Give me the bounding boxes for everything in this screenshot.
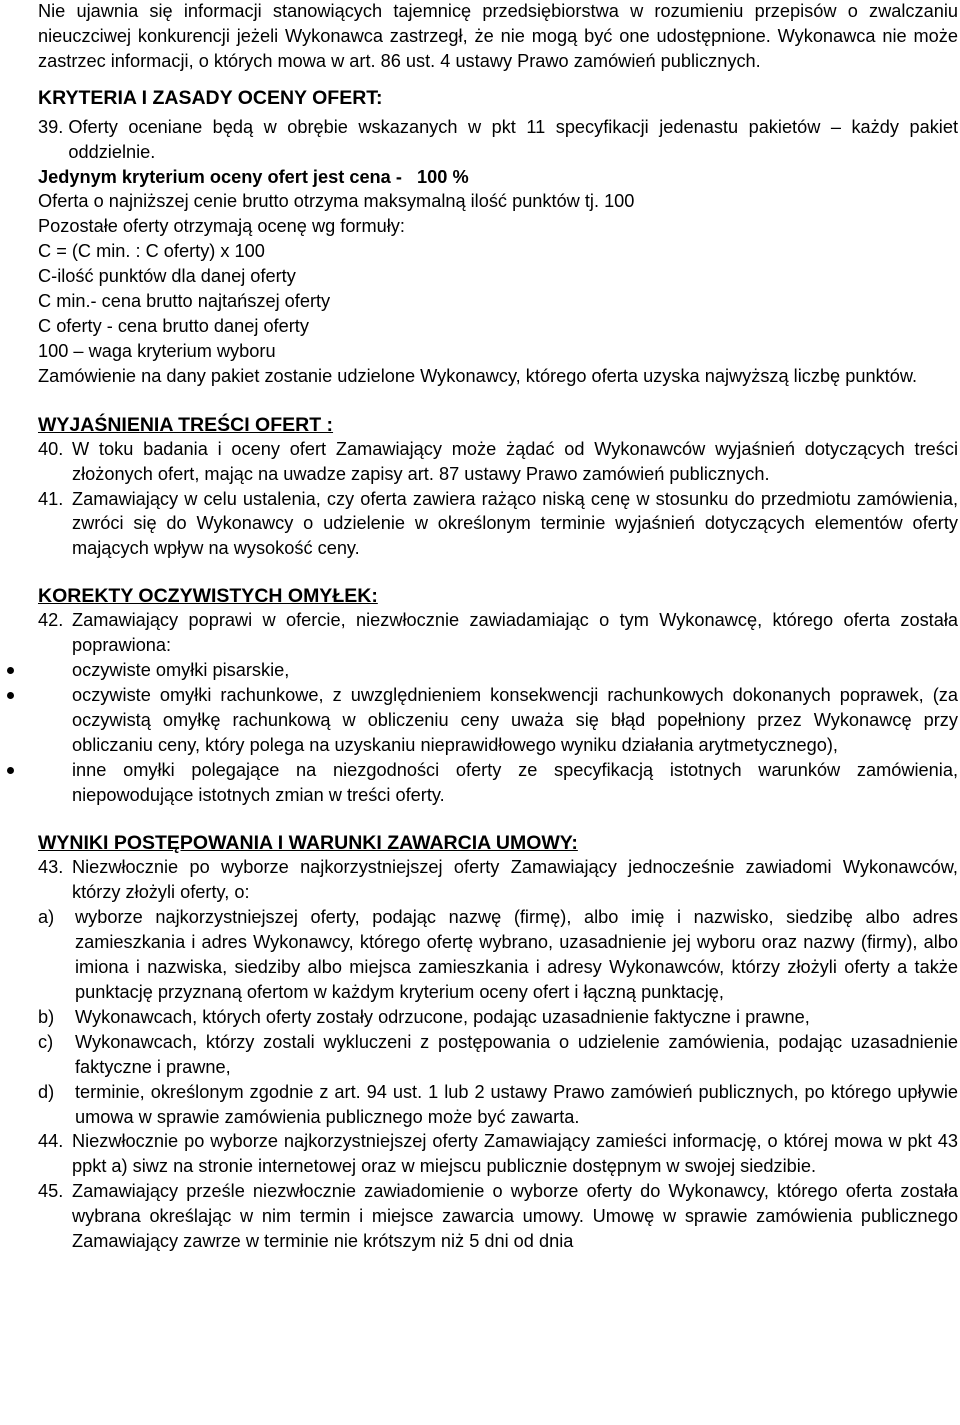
item-39: [38, 115, 958, 165]
subitem-a: [38, 905, 958, 1005]
item-39-number: 39.: [38, 116, 69, 137]
item-39-text: Oferty oceniane będą w obrębie wskazanych w pkt 11 specyfikacji jedenastu pakietów – każdy pakiet oddzielnie.: [68, 116, 958, 162]
section-title-results: WYNIKI POSTĘPOWANIA I WARUNKI ZAWARCIA UMOWY:: [38, 832, 578, 855]
item-44: [38, 1129, 958, 1179]
formula-line-1: Oferta o najniższej cenie brutto otrzyma maksymalną ilość punktów tj. 100: [38, 191, 635, 212]
subitem-c-label: c): [38, 1031, 54, 1052]
formula-line-6: C oferty - cena brutto danej oferty: [38, 315, 309, 336]
item-41: [38, 487, 958, 562]
formula-line-4: C-ilość punktów dla danej oferty: [38, 266, 296, 287]
item-43-number: 43.: [38, 857, 64, 878]
item-41-text: Zamawiający w celu ustalenia, czy oferta zawiera rażąco niską cenę w stosunku do przedmiotu zamówienia, zwróci się do Wykonawcy o udzielenie w określonym terminie wyjaśnień dotyczących elementów oferty mających wpływ na wysokość ceny.: [72, 488, 958, 559]
bullet-text: inne omyłki polegające na niezgodności oferty ze specyfikacją istotnych warunków zamówienia, niepowodujące istotnych zmian w treści oferty.: [72, 759, 958, 805]
item-40: [38, 437, 958, 487]
subitem-b-text: Wykonawcach, których oferty zostały odrzucone, podając uzasadnienie faktyczne i prawne,: [75, 1006, 810, 1027]
subitem-c-text: Wykonawcach, którzy zostali wykluczeni z postępowania o udzielenie zamówienia, podając uzasadnienie faktyczne i prawne,: [75, 1031, 958, 1077]
section-title-criteria: KRYTERIA I ZASADY OCENY OFERT:: [38, 86, 383, 109]
section-title-clarifications: WYJAŚNIENIA TREŚCI OFERT :: [38, 413, 334, 436]
document-page: [38, 0, 958, 1254]
subitem-c: [38, 1030, 958, 1080]
item-43: [38, 855, 958, 905]
subitem-a-label: a): [38, 907, 55, 928]
section-title-corrections: KOREKTY OCZYWISTYCH OMYŁEK:: [38, 585, 378, 608]
award-paragraph: Zamówienie na dany pakiet zostanie udzielone Wykonawcy, którego oferta uzyska najwyższą liczbę punktów.: [38, 365, 918, 386]
item-44-text: Niezwłocznie po wyborze najkorzystniejszej oferty Zamawiający zamieści informację, o której mowa w pkt 43 ppkt a) siwz na stronie internetowej oraz w miejscu publicznie dostępnym w swojej siedzibie.: [72, 1131, 958, 1177]
subitem-d-label: d): [38, 1081, 55, 1102]
subitem-b: [38, 1005, 958, 1030]
item-45-number: 45.: [38, 1181, 64, 1202]
subitem-a-text: wyborze najkorzystniejszej oferty, podając nazwę (firmę), albo imię i nazwisko, siedzibę albo adres zamieszkania i adres Wykonawcy, którego ofertę wybrano, uzasadnienie jej wyboru oraz nazwy (firmy), albo imiona i nazwiska, siedziby albo miejsca zamieszkania i adresy Wykonawców, którzy złożyli oferty a także punktację przyznaną ofertom w każdym kryterium oceny ofert i łączną punktację,: [75, 907, 958, 1002]
subitem-d-text: terminie, określonym zgodnie z art. 94 ust. 1 lub 2 ustawy Prawo zamówień publicznych, po którego upływie umowa w sprawie zamówienia publicznego może być zawarta.: [75, 1081, 958, 1127]
criterion-line: Jedynym kryterium oceny ofert jest cena - 100 %: [38, 166, 469, 187]
subitem-b-label: b): [38, 1006, 55, 1027]
bullet-text: oczywiste omyłki rachunkowe, z uwzględnieniem konsekwencji rachunkowych dokonanych poprawek, (za oczywistą omyłkę rachunkową w obliczeniu ceny uważa się błąd popełniony przez Wykonawcę przy obliczaniu ceny, który polega na uzyskaniu nieprawidłowego wyniku działania arytmetycznego),: [72, 684, 958, 755]
bullet-icon: [38, 658, 72, 683]
formula-line-3: C = (C min. : C oferty) x 100: [38, 241, 265, 262]
bullet-item: [38, 658, 958, 683]
item-42: [38, 608, 958, 658]
bullet-icon: [38, 683, 72, 758]
item-43-text: Niezwłocznie po wyborze najkorzystniejszej oferty Zamawiający jednocześnie zawiadomi Wykonawców, którzy złożyli oferty, o:: [72, 857, 958, 903]
item-45-text: Zamawiający prześle niezwłocznie zawiadomienie o wyborze oferty do Wykonawcy, którego oferta została wybrana określając w nim termin i miejsce zawarcia umowy. Umowę w sprawie zamówienia publicznego Zamawiający zawrze w terminie nie krótszym niż 5 dni od dnia: [72, 1181, 958, 1252]
bullet-item: [38, 758, 958, 808]
formula-line-7: 100 – waga kryterium wyboru: [38, 340, 276, 361]
formula-line-5: C min.- cena brutto najtańszej oferty: [38, 291, 331, 312]
item-42-number: 42.: [38, 610, 64, 631]
item-40-number: 40.: [38, 438, 64, 459]
intro-paragraph: Nie ujawnia się informacji stanowiących tajemnicę przedsiębiorstwa w rozumieniu przepisów o zwalczaniu nieuczciwej konkurencji jeżeli Wykonawca zastrzegł, że nie mogą być one udostępnione. Wykonawca nie może zastrzec informacji, o których mowa w art. 86 ust. 4 ustawy Prawo zamówień publicznych.: [38, 1, 958, 71]
item-44-number: 44.: [38, 1131, 64, 1152]
formula-line-2: Pozostałe oferty otrzymają ocenę wg formuły:: [38, 216, 405, 237]
bullet-icon: [38, 758, 72, 808]
bullet-item: [38, 683, 958, 758]
item-42-text: Zamawiający poprawi w ofercie, niezwłocznie zawiadamiając o tym Wykonawcę, którego oferta została poprawiona:: [72, 610, 958, 656]
item-41-number: 41.: [38, 488, 64, 509]
bullet-text: oczywiste omyłki pisarskie,: [72, 660, 290, 681]
item-40-text: W toku badania i oceny ofert Zamawiający może żądać od Wykonawców wyjaśnień dotyczących treści złożonych ofert, mając na uwadze zapisy art. 87 ustawy Prawo zamówień publicznych.: [72, 438, 958, 484]
item-45: [38, 1179, 958, 1254]
subitem-d: [38, 1080, 958, 1130]
